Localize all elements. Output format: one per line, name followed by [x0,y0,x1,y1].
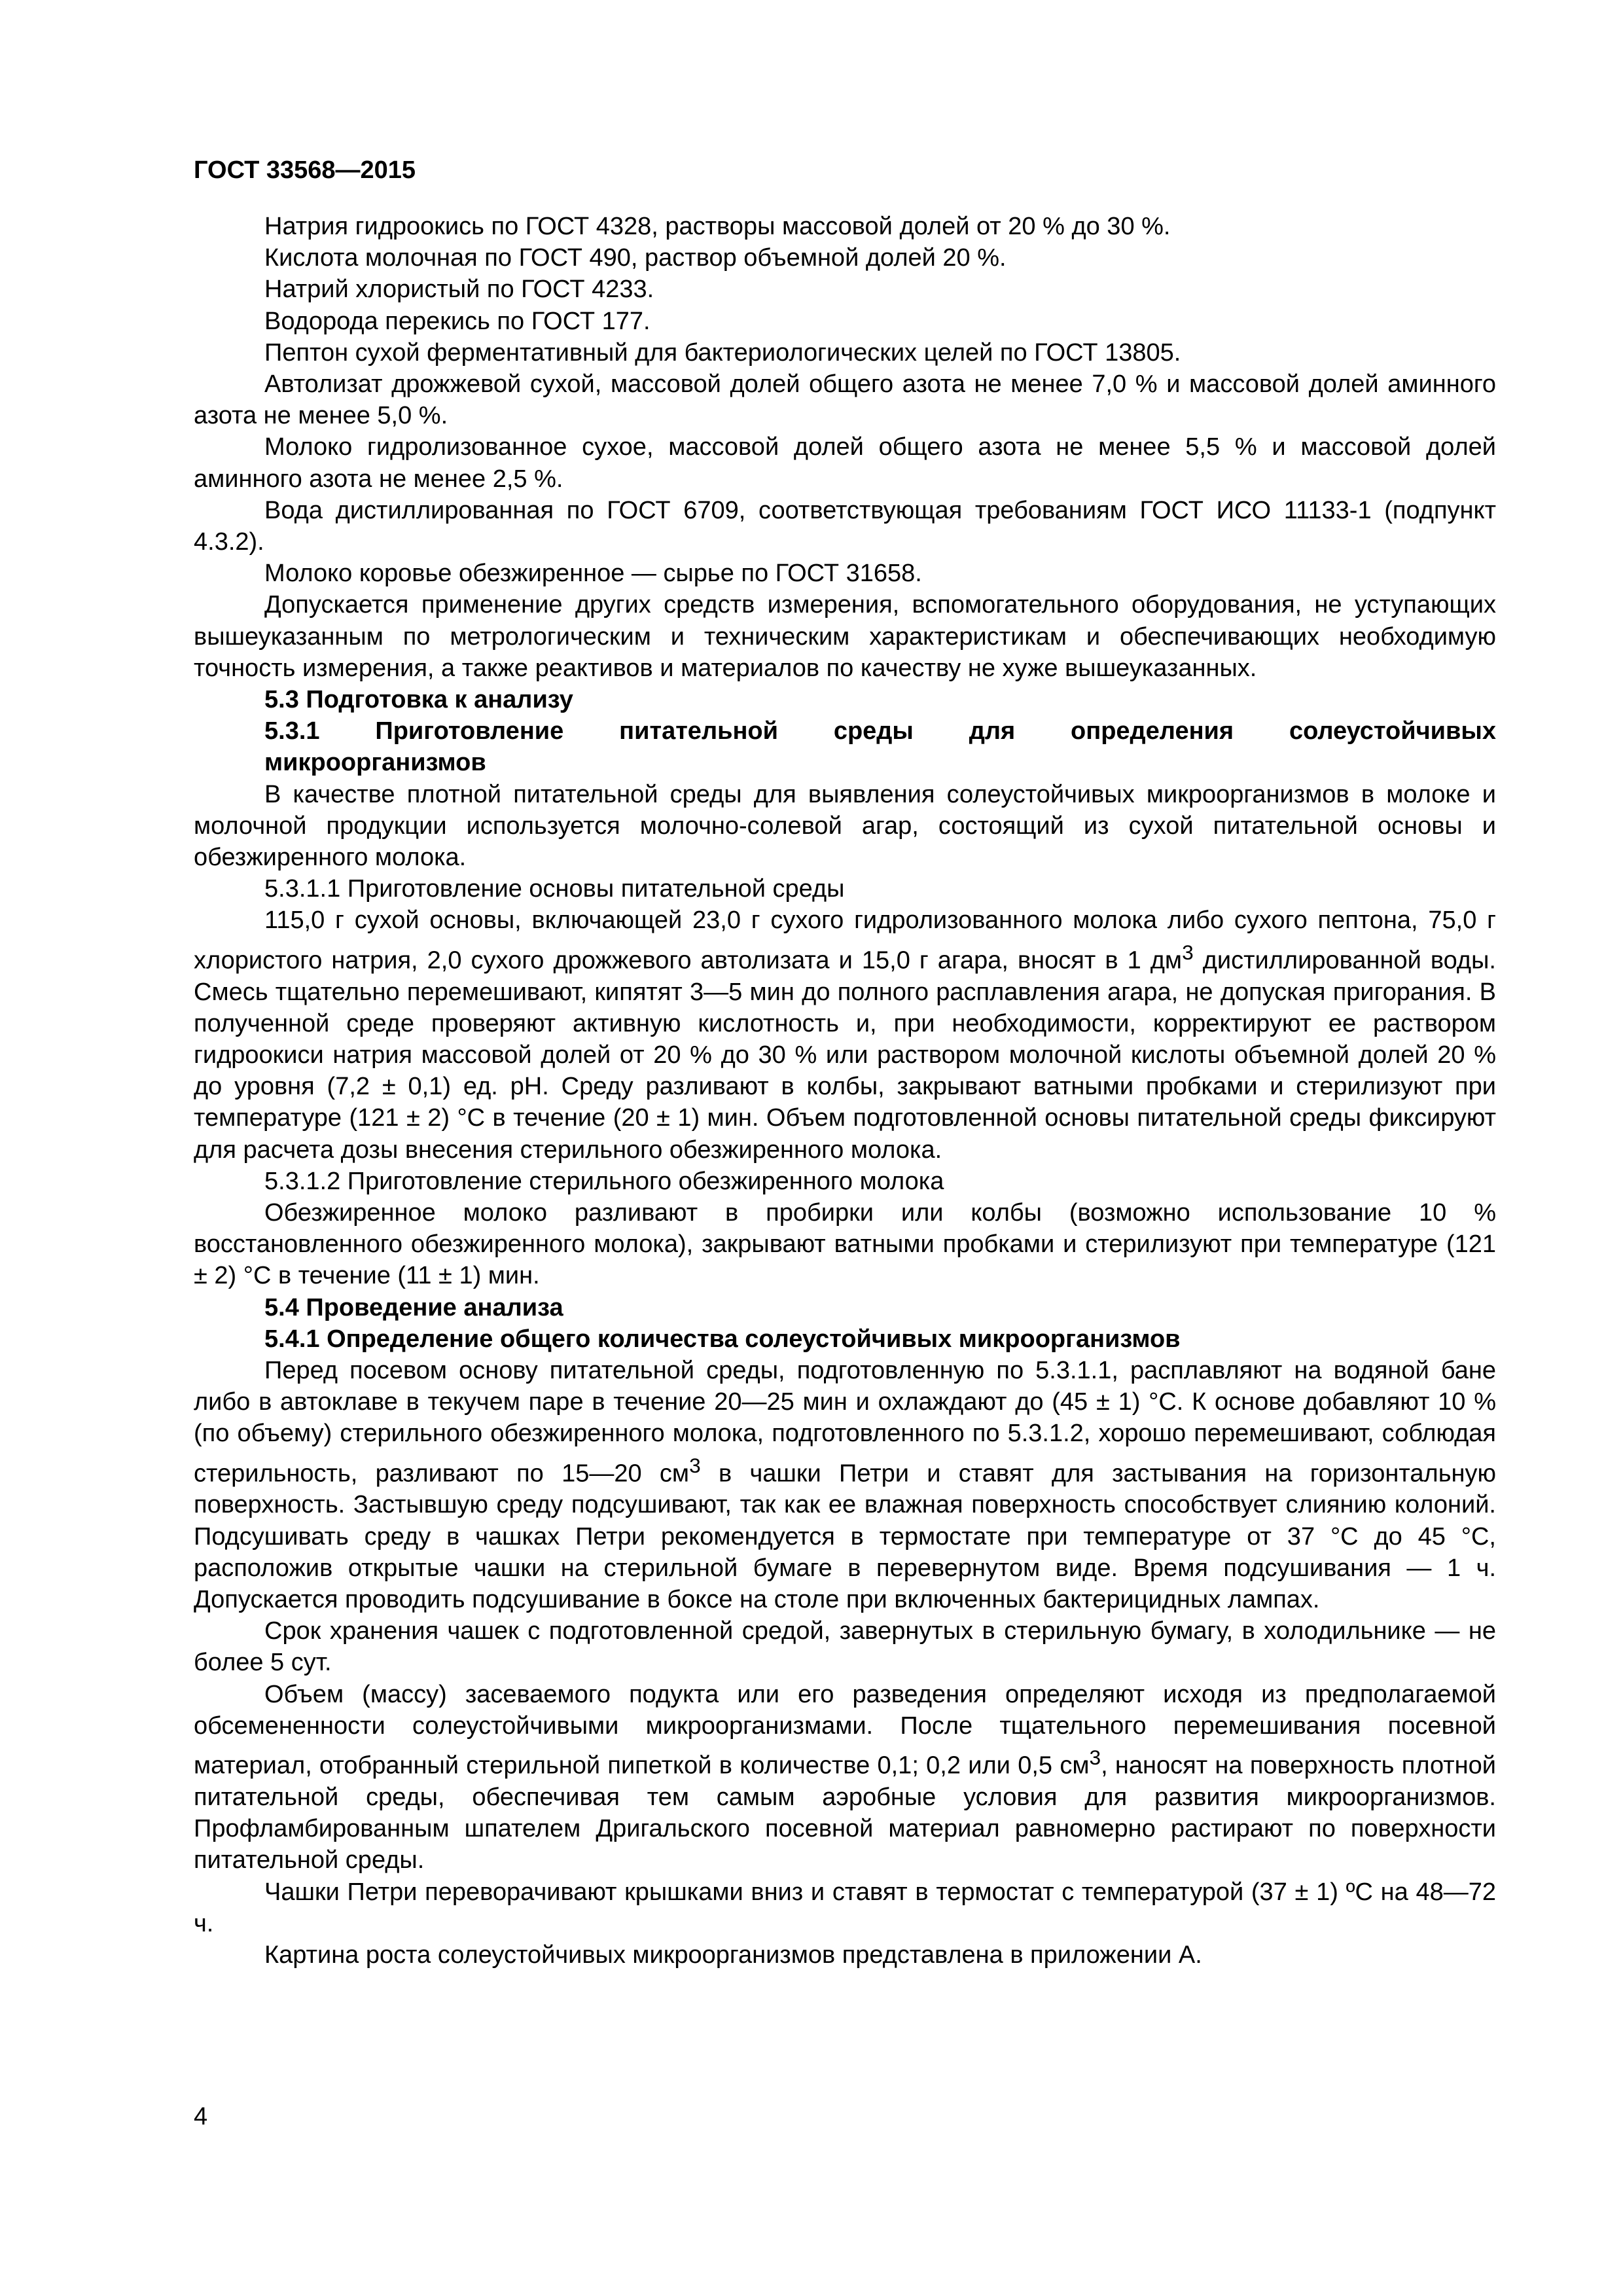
paragraph: Чашки Петри переворачивают крышками вниз и ставят в термостат с температурой (37 ± 1) ºС на 48—72 ч. [194,1878,1496,1937]
paragraph [194,1355,1496,1615]
subsection-heading-5-3-1-1: 5.3.1.1 Приготовление основы питательной среды [264,875,845,903]
paragraph: Автолизат дрожжевой сухой, массовой долей общего азота не менее 7,0 % и массовой долей аминного азота не менее 5,0 %. [194,370,1496,430]
paragraph: Пептон сухой ферментативный для бактериологических целей по ГОСТ 13805. [264,338,1181,367]
text-segment: 115,0 г сухой основы, включающей 23,0 г сухого гидролизованного молока либо сухого пептона, 75,0 г хлористого натрия, 2,0 сухого дрожжевого автолизата и 15,0 г агара, вносят в 1 дм [194,906,1496,975]
heading-word: питательной [619,717,778,745]
text-segment: дистиллированной воды. Смесь тщательно перемешивают, кипятят 3—5 мин до полного расплавления агара, не допуская пригорания. В полученной среде проверяют активную кислотность и, при необходимости, корректируют ее раствором гидроокиси натрия массовой долей от 20 % до 30 % или раствором молочной кислоты объемной долей 20 % до уровня (7,2 ± 0,1) ед. pH. Среду разливают в колбы, закрывают ватными пробками и стерилизуют при температуре (121 ± 2) °С в течение (20 ± 1) мин. Объем подготовленной основы питательной среды фиксируют для расчета дозы внесения стерильного обезжиренного молока. [194,946,1496,1164]
paragraph: Вода дистиллированная по ГОСТ 6709, соответствующая требованиям ГОСТ ИСО 11133-1 (подпункт 4.3.2). [194,496,1496,556]
section-heading-5-4: 5.4 Проведение анализа [264,1293,563,1321]
heading-word: определения [1071,717,1234,745]
paragraph: Молоко гидролизованное сухое, массовой долей общего азота не менее 5,5 % и массовой долей аминного азота не менее 2,5 %. [194,433,1496,493]
paragraph: Водорода перекись по ГОСТ 177. [264,307,651,335]
heading-word: 5.3.1 [264,717,320,745]
heading-word: солеустойчивых [1289,717,1496,745]
page-number: 4 [194,2103,208,2130]
text-segment: Объем (массу) засеваемого подукта или его разведения определяют исходя из предполагаемой обсемененности солеустойчивыми микроорганизмами. После тщательного перемешивания посевной материал, отобранный стерильной пипеткой в количестве 0,1; 0,2 или 0,5 см [194,1680,1496,1780]
heading-word: Приготовление [375,717,564,745]
section-heading-5-4-1: 5.4.1 Определение общего количества солеустойчивых микроорганизмов [264,1325,1181,1353]
subsection-heading-5-3-1-2: 5.3.1.2 Приготовление стерильного обезжиренного молока [264,1167,944,1195]
section-heading-5-3-1 [264,715,1496,747]
paragraph: Натрия гидроокись по ГОСТ 4328, растворы массовой долей от 20 % до 30 %. [264,213,1171,240]
paragraph: Обезжиренное молоко разливают в пробирки или колбы (возможно использование 10 % восстановленного обезжиренного молока), закрывают ватными пробками и стерилизуют при температуре (121 ± 2) °С в течение (11 ± 1) мин. [194,1198,1496,1290]
paragraph: Картина роста солеустойчивых микроорганизмов представлена в приложении А. [264,1941,1202,1969]
text-segment: в чашки Петри и ставят для застывания на горизонтальную поверхность. Застывшую среду подсушивают, так как ее влажная поверхность способствует слиянию колоний. Подсушивать среду в чашках Петри рекомендуется в термостате при температуре от 37 °С до 45 °С, расположив открытые чашки на стерильной бумаге в перевернутом виде. Время подсушивания — 1 ч. Допускается проводить подсушивание в боксе на столе при включенных бактерицидных лампах. [194,1460,1496,1614]
paragraph: Натрий хлористый по ГОСТ 4233. [264,276,654,304]
paragraph: Допускается применение других средств измерения, вспомогательного оборудования, не уступающих вышеуказанным по метрологическим и техническим характеристикам и обеспечивающих необходимую точность измерения, а также реактивов и материалов по качеству не хуже вышеуказанных. [194,591,1496,682]
heading-word: для [969,717,1016,745]
paragraph: В качестве плотной питательной среды для выявления солеустойчивых микроорганизмов в молоке и молочной продукции используется молочно-солевой агар, состоящий из сухой питательной основы и обезжиренного молока. [194,780,1496,872]
paragraph [194,1679,1496,1876]
superscript: 3 [689,1453,701,1477]
paragraph [194,905,1496,1165]
paragraph: Срок хранения чашек с подготовленной средой, завернутых в стерильную бумагу, в холодильнике — не более 5 сут. [194,1617,1496,1677]
section-heading-5-3-1-continuation: микроорганизмов [264,749,486,777]
document-code-header: ГОСТ 33568—2015 [194,156,416,184]
paragraph: Молоко коровье обезжиренное — сырье по ГОСТ 31658. [264,560,922,588]
paragraph: Кислота молочная по ГОСТ 490, раствор объемной долей 20 %. [264,244,1007,272]
document-body [194,211,1496,1971]
text-segment: , наносят на поверхность плотной питательной среды, обеспечивая тем самым аэробные условия для развития микроорганизмов. Профламбированным шпателем Дригальского посевной материал равномерно растирают по поверхности питательной среды. [194,1751,1496,1874]
superscript: 3 [1089,1746,1101,1770]
heading-word: среды [833,717,914,745]
section-heading-5-3: 5.3 Подготовка к анализу [264,686,573,714]
superscript: 3 [1182,940,1194,964]
text-segment: Перед посевом основу питательной среды, подготовленную по 5.3.1.1, расплавляют на водяной бане либо в автоклаве в текучем паре в течение 20—25 мин и охлаждают до (45 ± 1) °С. К основе добавляют 10 % (по объему) стерильного обезжиренного молока, подготовленного по 5.3.1.2, хорошо перемешивают, соблюдая стерильность, разливают по 15—20 см [194,1356,1496,1488]
